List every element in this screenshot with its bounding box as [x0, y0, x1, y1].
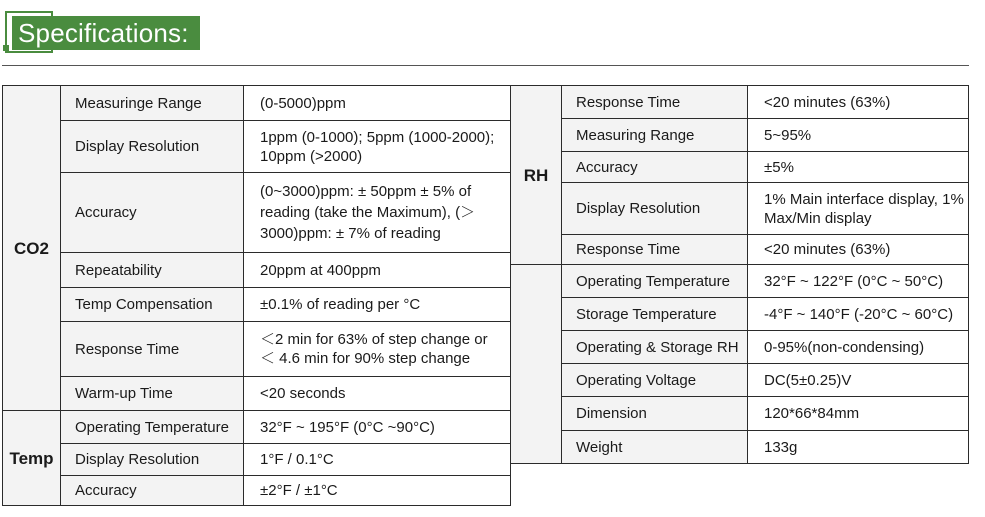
- row-label: Accuracy: [60, 475, 244, 506]
- row-label: Temp Compensation: [60, 287, 244, 322]
- row-label: Operating Temperature: [561, 264, 748, 298]
- row-value: 1% Main interface display, 1% Max/Min display: [747, 182, 969, 235]
- row-label: Display Resolution: [60, 443, 244, 476]
- row-label: Storage Temperature: [561, 297, 748, 331]
- category-general: [510, 264, 562, 464]
- row-value: (0-5000)ppm: [243, 85, 511, 121]
- row-value: 32°F ~ 195°F (0°C ~90°C): [243, 410, 511, 444]
- row-label: Accuracy: [60, 172, 244, 253]
- title-decoration-dot: [3, 45, 9, 51]
- row-value: <20 seconds: [243, 376, 511, 411]
- row-label: Measuringe Range: [60, 85, 244, 121]
- row-label: Display Resolution: [60, 120, 244, 173]
- row-value: 20ppm at 400ppm: [243, 252, 511, 288]
- category-co2: CO2: [2, 85, 61, 411]
- section-header: [0, 0, 260, 62]
- row-label: Warm-up Time: [60, 376, 244, 411]
- row-value: 5~95%: [747, 118, 969, 152]
- row-value: ±2°F / ±1°C: [243, 475, 511, 506]
- row-label: Measuring Range: [561, 118, 748, 152]
- row-label: Weight: [561, 430, 748, 464]
- row-value: 32°F ~ 122°F (0°C ~ 50°C): [747, 264, 969, 298]
- row-value: 133g: [747, 430, 969, 464]
- header-divider: [2, 65, 969, 66]
- row-value: 0-95%(non-condensing): [747, 330, 969, 364]
- row-value: <20 minutes (63%): [747, 85, 969, 119]
- row-label: Dimension: [561, 396, 748, 431]
- row-value: 1°F / 0.1°C: [243, 443, 511, 476]
- row-value: (0~3000)ppm: ± 50ppm ± 5% of reading (take the Maximum), (＞3000)ppm: ± 7% of reading: [243, 172, 511, 253]
- row-label: Operating Temperature: [60, 410, 244, 444]
- category-temp: Temp: [2, 410, 61, 506]
- row-label: Response Time: [561, 85, 748, 119]
- row-value: ＜2 min for 63% of step change or ＜ 4.6 min for 90% step change: [243, 321, 511, 377]
- row-value: ±0.1% of reading per °C: [243, 287, 511, 322]
- row-value: ±5%: [747, 151, 969, 183]
- row-label: Display Resolution: [561, 182, 748, 235]
- row-value: DC(5±0.25)V: [747, 363, 969, 397]
- row-label: Response Time: [561, 234, 748, 265]
- row-label: Operating Voltage: [561, 363, 748, 397]
- category-rh-label: RH: [523, 165, 549, 185]
- page-title: Specifications:: [12, 16, 200, 50]
- category-rh: [510, 85, 562, 265]
- row-value: 1ppm (0-1000); 5ppm (1000-2000); 10ppm (>2000): [243, 120, 511, 173]
- row-label: Repeatability: [60, 252, 244, 288]
- row-label: Operating & Storage RH: [561, 330, 748, 364]
- row-value: -4°F ~ 140°F (-20°C ~ 60°C): [747, 297, 969, 331]
- row-label: Response Time: [60, 321, 244, 377]
- row-label: Accuracy: [561, 151, 748, 183]
- row-value: <20 minutes (63%): [747, 234, 969, 265]
- row-value: 120*66*84mm: [747, 396, 969, 431]
